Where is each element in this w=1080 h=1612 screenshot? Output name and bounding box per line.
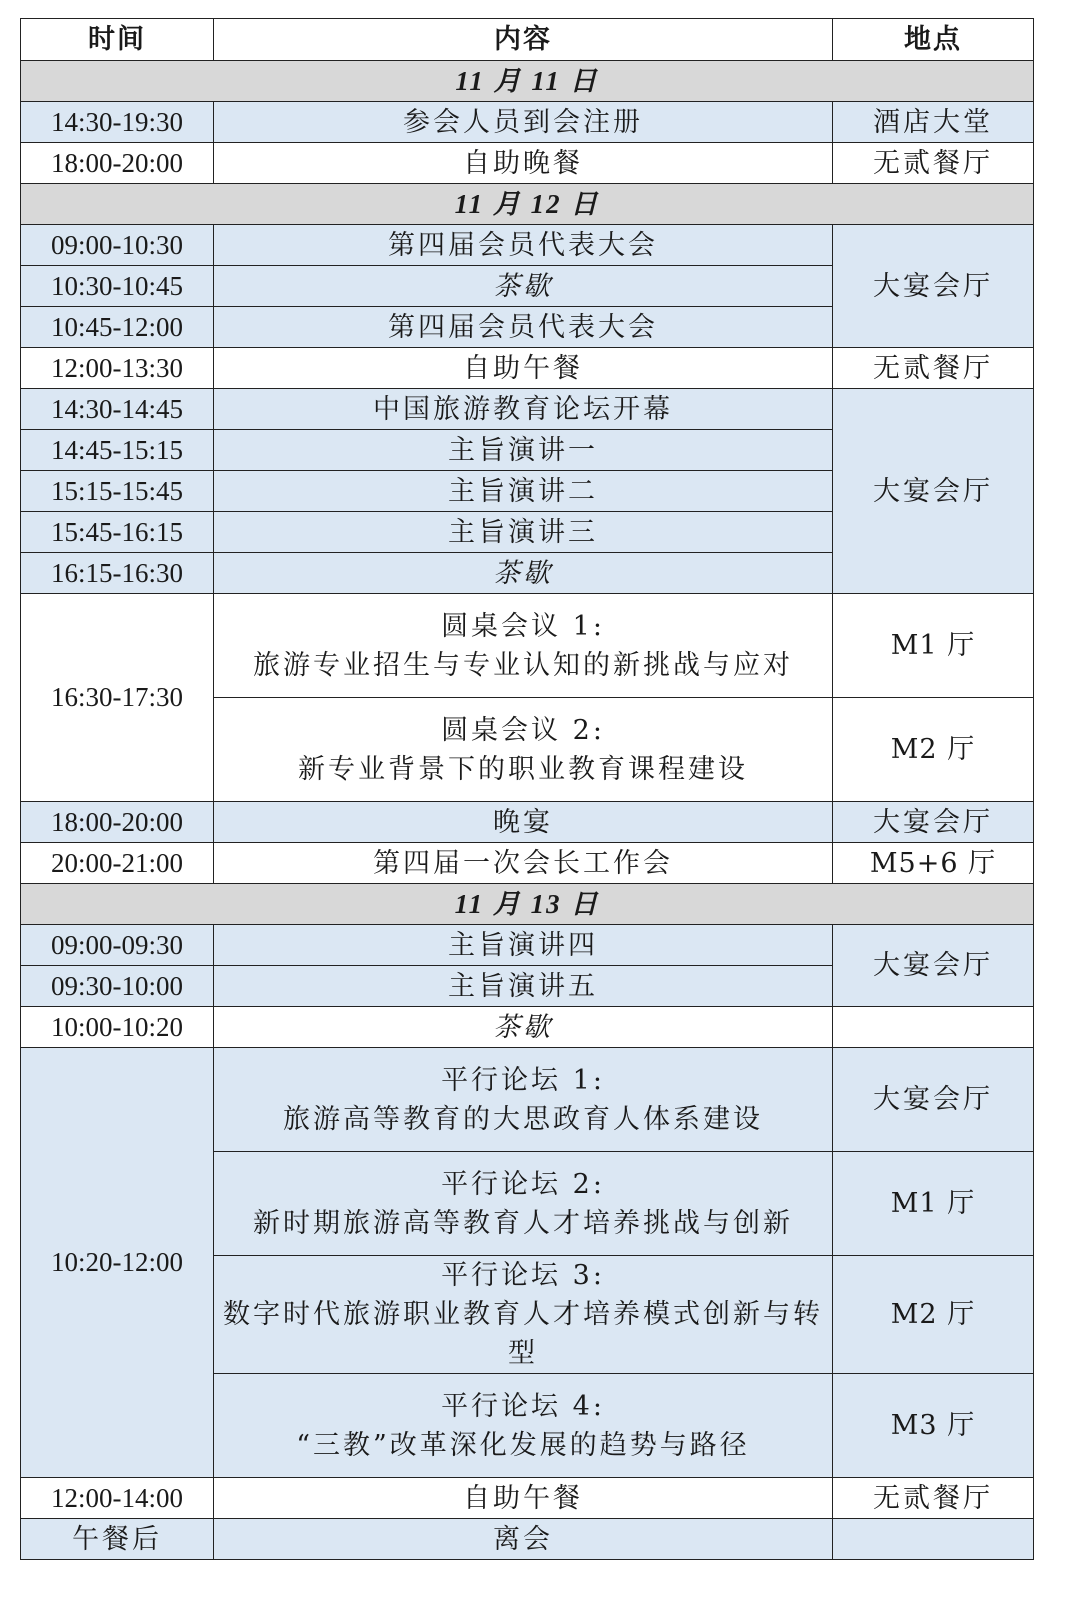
content-cell: 茶歇: [214, 266, 833, 307]
content-line-2: 旅游专业招生与专业认知的新挑战与应对: [253, 649, 793, 681]
header-time: 时间: [21, 19, 214, 61]
time-cell: 09:00-10:30: [21, 225, 214, 266]
place-cell: M5+6 厅: [833, 843, 1034, 884]
table-row: [21, 348, 1034, 389]
content-cell: [214, 1374, 833, 1478]
content-line-2: 新时期旅游高等教育人才培养挑战与创新: [253, 1207, 793, 1239]
time-cell: 12:00-14:00: [21, 1478, 214, 1519]
content-line-1: 平行论坛 4:: [441, 1390, 605, 1422]
place-cell: 酒店大堂: [833, 102, 1034, 143]
place-cell: M3 厅: [833, 1374, 1034, 1478]
content-cell: 参会人员到会注册: [214, 102, 833, 143]
content-cell: 晚宴: [214, 802, 833, 843]
time-cell: 12:00-13:30: [21, 348, 214, 389]
content-cell: [214, 1152, 833, 1256]
table-row: [21, 594, 1034, 698]
table-row: [21, 925, 1034, 966]
content-line-2: 新专业背景下的职业教育课程建设: [298, 753, 748, 785]
content-cell: 第四届会员代表大会: [214, 225, 833, 266]
header-place: 地点: [833, 19, 1034, 61]
place-cell: 无贰餐厅: [833, 1478, 1034, 1519]
schedule-table: [20, 18, 1034, 1560]
time-cell: 09:30-10:00: [21, 966, 214, 1007]
content-cell: 自助晚餐: [214, 143, 833, 184]
place-cell: M1 厅: [833, 594, 1034, 698]
day-label: 11 月 11 日: [21, 61, 1034, 102]
content-cell: [214, 1256, 833, 1374]
content-line-2: 数字时代旅游职业教育人才培养模式创新与转型: [223, 1299, 823, 1369]
table-header-row: [21, 19, 1034, 61]
place-cell: 无贰餐厅: [833, 348, 1034, 389]
content-cell: 主旨演讲五: [214, 966, 833, 1007]
time-cell: 15:15-15:45: [21, 471, 214, 512]
time-cell: 14:45-15:15: [21, 430, 214, 471]
day-label: 11 月 12 日: [21, 184, 1034, 225]
table-row: [21, 843, 1034, 884]
content-line-1: 平行论坛 1:: [441, 1064, 605, 1096]
time-cell: 午餐后: [21, 1519, 214, 1560]
content-cell: 第四届一次会长工作会: [214, 843, 833, 884]
place-cell: 大宴会厅: [833, 802, 1034, 843]
content-cell: 主旨演讲三: [214, 512, 833, 553]
header-content: 内容: [214, 19, 833, 61]
content-cell: [214, 1048, 833, 1152]
content-cell: 第四届会员代表大会: [214, 307, 833, 348]
table-row: [21, 1519, 1034, 1560]
table-row: [21, 1007, 1034, 1048]
day-row: [21, 61, 1034, 102]
content-cell: 主旨演讲四: [214, 925, 833, 966]
day-row: [21, 184, 1034, 225]
time-cell: 15:45-16:15: [21, 512, 214, 553]
place-cell: 大宴会厅: [833, 1048, 1034, 1152]
time-cell: 14:30-19:30: [21, 102, 214, 143]
time-cell: 20:00-21:00: [21, 843, 214, 884]
place-cell: 无贰餐厅: [833, 143, 1034, 184]
time-cell: 10:00-10:20: [21, 1007, 214, 1048]
content-cell: 主旨演讲二: [214, 471, 833, 512]
table-row: [21, 143, 1034, 184]
place-cell: 大宴会厅: [833, 925, 1034, 1007]
content-cell: 主旨演讲一: [214, 430, 833, 471]
day-label: 11 月 13 日: [21, 884, 1034, 925]
content-cell: 茶歇: [214, 1007, 833, 1048]
content-cell: 中国旅游教育论坛开幕: [214, 389, 833, 430]
content-line-1: 平行论坛 2:: [441, 1168, 605, 1200]
time-cell: 10:30-10:45: [21, 266, 214, 307]
content-line-1: 平行论坛 3:: [441, 1260, 605, 1291]
content-line-1: 圆桌会议 1:: [441, 610, 605, 642]
table-row: [21, 102, 1034, 143]
content-cell: 茶歇: [214, 553, 833, 594]
place-cell: 大宴会厅: [833, 225, 1034, 348]
time-cell: 18:00-20:00: [21, 143, 214, 184]
time-cell: 09:00-09:30: [21, 925, 214, 966]
content-cell: 自助午餐: [214, 1478, 833, 1519]
place-cell: [833, 1519, 1034, 1560]
place-cell: M2 厅: [833, 698, 1034, 802]
content-cell: [214, 698, 833, 802]
place-cell: [833, 1007, 1034, 1048]
time-cell: 14:30-14:45: [21, 389, 214, 430]
content-line-1: 圆桌会议 2:: [441, 714, 605, 746]
time-cell: 10:45-12:00: [21, 307, 214, 348]
content-cell: 离会: [214, 1519, 833, 1560]
content-cell: [214, 594, 833, 698]
place-cell: M2 厅: [833, 1256, 1034, 1374]
time-cell: 16:30-17:30: [21, 594, 214, 802]
table-row: [21, 1048, 1034, 1152]
table-row: [21, 1478, 1034, 1519]
table-row: [21, 225, 1034, 266]
table-row: [21, 389, 1034, 430]
time-cell: 10:20-12:00: [21, 1048, 214, 1478]
content-line-2: “三教”改革深化发展的趋势与路径: [296, 1429, 750, 1461]
table-row: [21, 802, 1034, 843]
content-cell: 自助午餐: [214, 348, 833, 389]
time-cell: 16:15-16:30: [21, 553, 214, 594]
time-cell: 18:00-20:00: [21, 802, 214, 843]
day-row: [21, 884, 1034, 925]
place-cell: M1 厅: [833, 1152, 1034, 1256]
content-line-2: 旅游高等教育的大思政育人体系建设: [283, 1103, 763, 1135]
place-cell: 大宴会厅: [833, 389, 1034, 594]
